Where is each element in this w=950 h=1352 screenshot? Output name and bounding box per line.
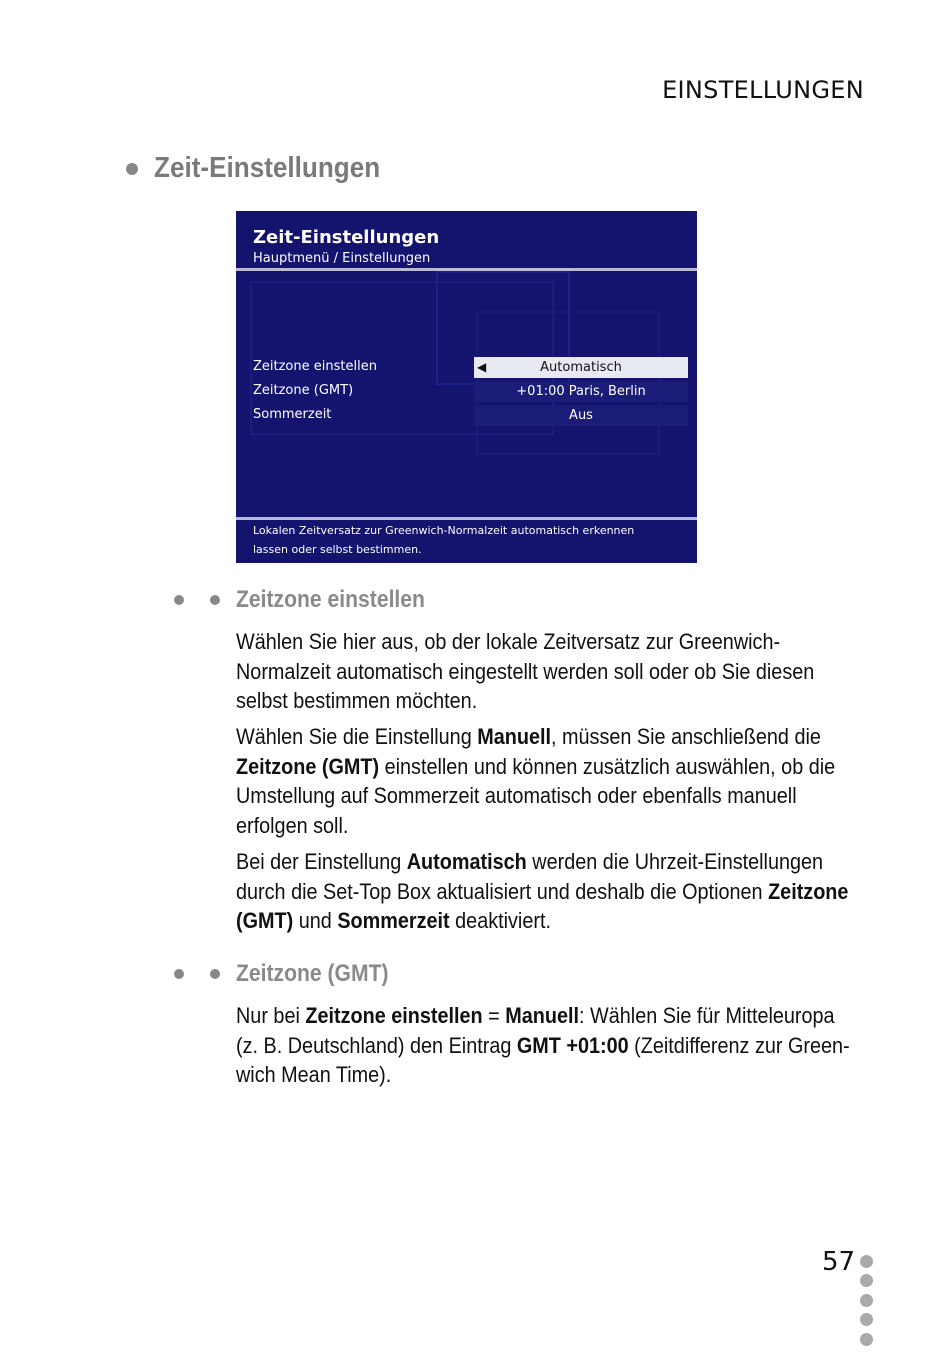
bullet-icon bbox=[210, 969, 220, 979]
paragraph: Wählen Sie hier aus, ob der lokale Zeitversatz zur Greenwich-Normalzeit automatisch eingestellt werden soll oder ob Sie diesen selbst bestimmen möchten. bbox=[236, 629, 815, 713]
setting-value-sommerzeit[interactable]: Aus bbox=[474, 405, 688, 426]
paragraph: Wählen Sie die Einstellung Manuell, müssen Sie anschließend die Zeitzone (GMT) einstellen und können zusätzlich auswählen, ob die Umstellung auf Sommerzeit automatisch oder ebenfalls manuell erfolgen soll. bbox=[236, 724, 836, 838]
paragraph: Nur bei Zeitzone einstellen = Manuell: Wählen Sie für Mitteleuropa (z. B. Deutschland) den Eintrag GMT +01:00 (Zeitdifferenz zur Green-wich Mean Time). bbox=[236, 1003, 850, 1087]
dot-icon bbox=[860, 1274, 873, 1287]
setting-label-sommerzeit: Sommerzeit bbox=[253, 407, 332, 422]
divider bbox=[236, 517, 697, 520]
divider bbox=[236, 268, 697, 271]
subsection-heading bbox=[174, 960, 409, 988]
dot-icon bbox=[860, 1333, 873, 1346]
subsection-heading bbox=[174, 586, 451, 614]
screen-title: Zeit-Einstellungen bbox=[253, 227, 440, 248]
section-title: Zeit-Einstellungen bbox=[154, 152, 381, 184]
section-heading bbox=[126, 152, 405, 185]
dot-icon bbox=[860, 1313, 873, 1326]
bullet-icon bbox=[174, 969, 184, 979]
subsection-title: Zeitzone (GMT) bbox=[236, 960, 389, 987]
setting-value-zeitzone-gmt[interactable]: +01:00 Paris, Berlin bbox=[474, 381, 688, 402]
setting-label-zeitzone-gmt: Zeitzone (GMT) bbox=[253, 383, 354, 398]
bullet-icon bbox=[210, 595, 220, 605]
page-number: 57 bbox=[822, 1247, 856, 1277]
paragraph: Bei der Einstellung Automatisch werden die Uhrzeit-Einstellungen durch die Set-Top Box aktualisiert und deshalb die Optionen Zeitzone (GMT) und Sommerzeit deaktiviert. bbox=[236, 849, 849, 933]
setting-value-zeitzone-einstellen[interactable] bbox=[474, 357, 688, 378]
bullet-icon bbox=[126, 163, 138, 175]
help-line: lassen oder selbst bestimmen. bbox=[253, 543, 422, 556]
help-line: Lokalen Zeitversatz zur Greenwich-Normalzeit automatisch erkennen bbox=[253, 524, 635, 537]
page-header-title: EINSTELLUNGEN bbox=[662, 76, 864, 104]
screen-help-text bbox=[253, 521, 683, 559]
screen-breadcrumb: Hauptmenü / Einstellungen bbox=[253, 251, 431, 266]
subsection-title: Zeitzone einstellen bbox=[236, 586, 425, 613]
dot-icon bbox=[860, 1255, 873, 1268]
setting-value-text: Automatisch bbox=[540, 360, 622, 375]
bullet-icon bbox=[174, 595, 184, 605]
arrow-left-icon: ◀ bbox=[477, 360, 487, 374]
tv-screenshot bbox=[236, 211, 697, 563]
page-dots-decoration bbox=[860, 1255, 873, 1352]
setting-label-zeitzone-einstellen: Zeitzone einstellen bbox=[253, 359, 377, 374]
dot-icon bbox=[860, 1294, 873, 1307]
